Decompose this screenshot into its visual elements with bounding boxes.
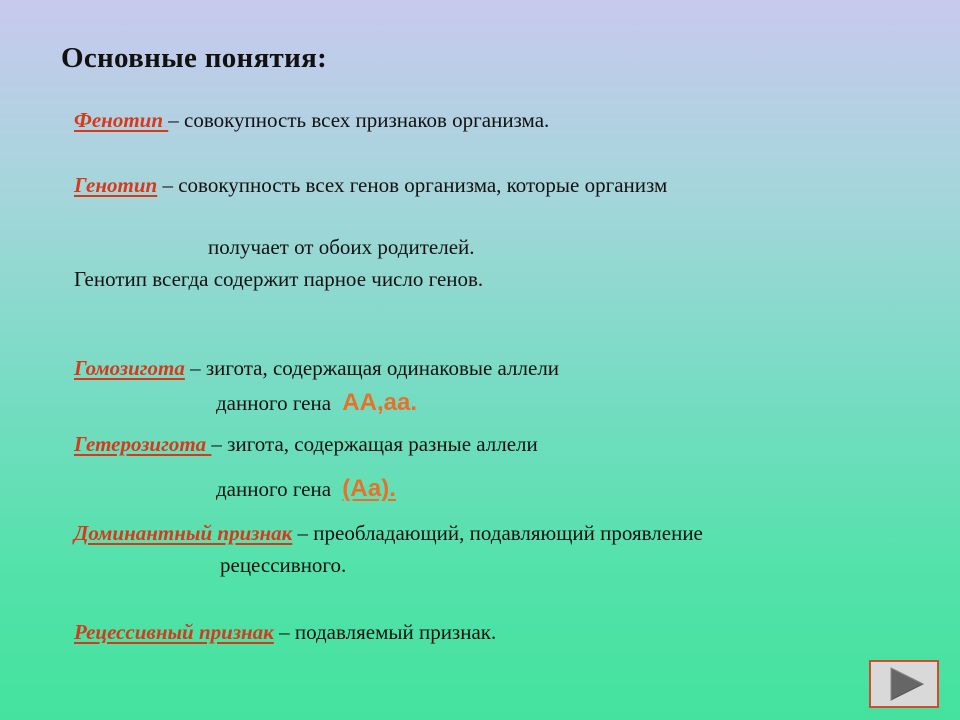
- phenotype-line: [74, 110, 549, 131]
- homozygote-line2: [216, 391, 417, 415]
- dominant-line: [74, 523, 703, 544]
- genotype-term: Генотип: [74, 173, 158, 197]
- dominant-definition-line2: рецессивного.: [220, 553, 347, 577]
- heterozygote-definition-line1: – зигота, содержащая разные аллели: [211, 432, 538, 456]
- heterozygote-line2: [216, 477, 396, 501]
- slide-title: Основные понятия:: [61, 42, 328, 74]
- homozygote-definition-line1: – зигота, содержащая одинаковые аллели: [184, 356, 560, 380]
- homozygote-line: [74, 358, 559, 379]
- play-triangle-icon: [871, 662, 937, 706]
- dominant-term: Доминантный признак: [74, 521, 293, 545]
- recessive-definition: – подавляемый признак.: [273, 620, 497, 644]
- next-slide-button[interactable]: [869, 660, 939, 708]
- dominant-definition-line1: – преобладающий, подавляющий проявление: [292, 521, 703, 545]
- homozygote-alleles: АА,аа.: [342, 389, 417, 416]
- genotype-note: Генотип всегда содержит парное число генов.: [74, 267, 484, 291]
- genotype-line: [74, 175, 667, 196]
- phenotype-term: Фенотип: [74, 108, 169, 132]
- genotype-definition-line1: – совокупность всех генов организма, которые организм: [157, 173, 668, 197]
- heterozygote-line: [74, 434, 538, 455]
- homozygote-definition-line2: данного гена: [216, 391, 337, 415]
- genotype-definition-line2: получает от обоих родителей.: [208, 235, 475, 259]
- recessive-line: [74, 622, 496, 643]
- homozygote-term: Гомозигота: [74, 356, 185, 380]
- phenotype-definition: – совокупность всех признаков организма.: [168, 108, 550, 132]
- heterozygote-definition-line2: данного гена: [216, 477, 337, 501]
- heterozygote-alleles: (Аа).: [342, 475, 396, 502]
- heterozygote-term: Гетерозигота: [74, 432, 212, 456]
- recessive-term: Рецессивный признак: [74, 620, 274, 644]
